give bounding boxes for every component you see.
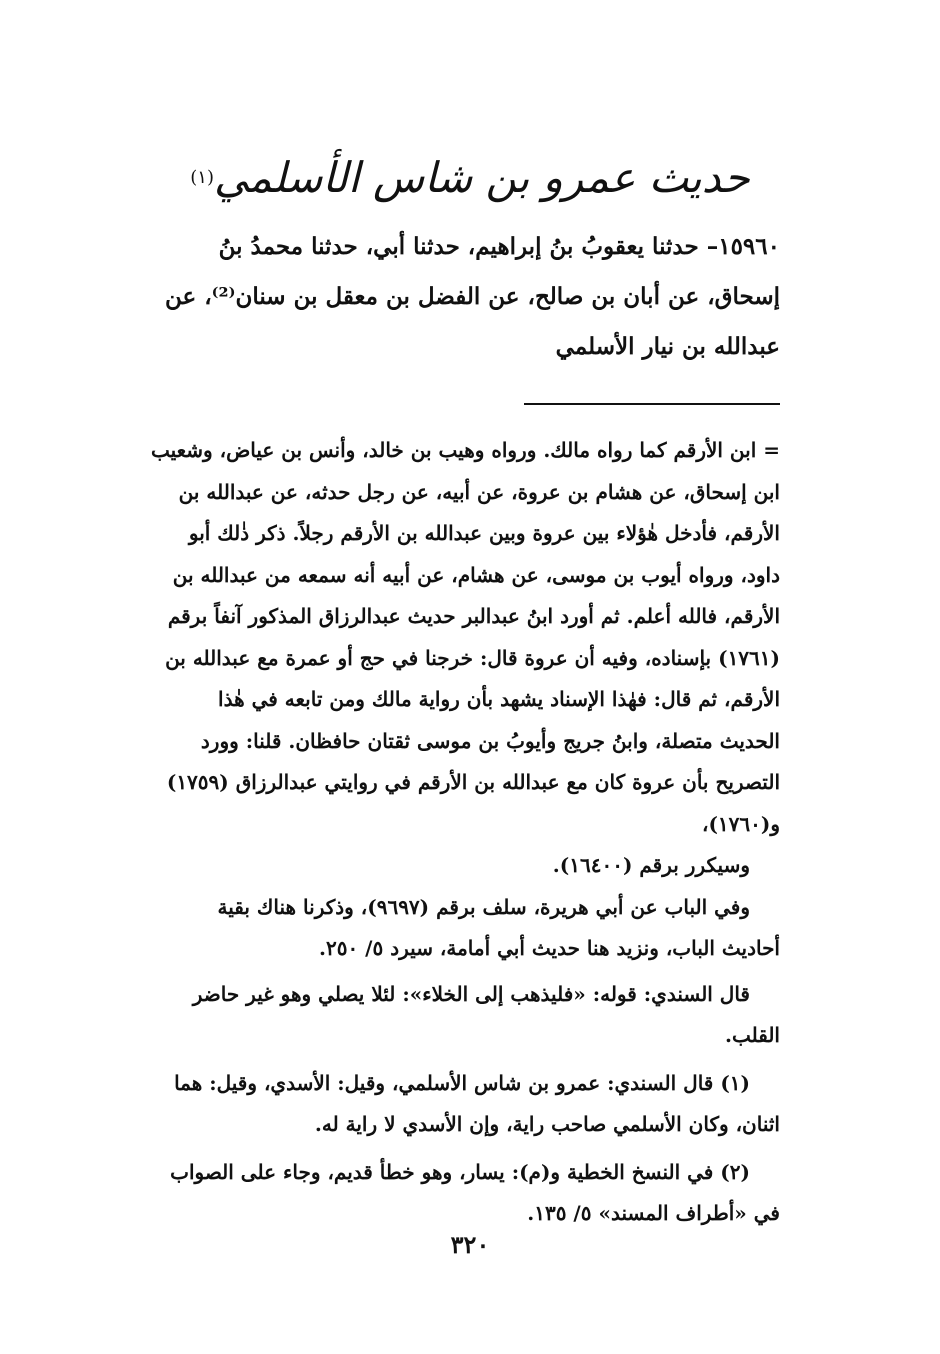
note-line: الحديث متصلة، وابنُ جريج وأيوبُ بن موسى ثقتان حافظان. قلنا: وورد xyxy=(200,728,780,753)
chapter-title-text: حديث عمرو بن شاس الأسلمي xyxy=(214,153,750,202)
note-line: اثنان، وكان الأسلمي صاحب راية، وإن الأسدي لا راية له. xyxy=(314,1112,780,1136)
footnote-marker: (١) xyxy=(190,167,214,188)
footnote-1 xyxy=(78,1063,780,1146)
footnote-divider xyxy=(524,403,780,405)
commentary-continuation xyxy=(78,430,780,845)
note-line: أحاديث الباب، ونزيد هنا حديث أبي أمامة، سيرد ٥/ ٢٥٠. xyxy=(319,936,780,960)
note-line: الأرقم، فأدخل هٰؤلاء بين عروة وبين عبدالله بن الأرقم رجلاً. ذكر ذٰلك أبو xyxy=(188,521,780,545)
note-line: في «أطراف المسند» ٥/ ١٣٥. xyxy=(527,1201,780,1225)
note-line: و(١٧٦٠)، xyxy=(701,811,780,836)
note-line: (٢) في النسخ الخطية و(م): يسار، وهو خطأ قديم، وجاء على الصواب xyxy=(170,1159,750,1184)
chapter-title xyxy=(0,148,940,208)
note-line: القلب. xyxy=(725,1023,780,1047)
note-line: داود، ورواه أيوب بن موسى، عن هشام، عن أبيه أنه سمعه من عبدالله بن xyxy=(172,562,780,587)
hadith-line: عبدالله بن نيار الأسلمي xyxy=(555,333,780,360)
note-line: = ابن الأرقم كما رواه مالك. ورواه وهيب بن خالد، وأنس بن عياض، وشعيب xyxy=(150,438,780,462)
hadith-text xyxy=(78,222,780,372)
page-number: ٣٢٠ xyxy=(450,1230,490,1259)
related-hadith-note xyxy=(78,887,780,970)
footnote-2 xyxy=(78,1152,780,1235)
note-line: (١) قال السندي: عمرو بن شاس الأسلمي، وقيل: الأسدي، وقيل: هما xyxy=(174,1070,750,1095)
note-line: الأرقم، ثم قال: فهٰذا الإسناد يشهد بأن رواية مالك ومن تابعه في هٰذا xyxy=(218,687,780,711)
note-line: الأرقم، فالله أعلم. ثم أورد ابنُ عبدالبر حديث عبدالرزاق المذكور آنفاً برقم xyxy=(167,604,780,628)
sindi-note xyxy=(78,974,780,1057)
note-line: وسيكرر برقم (١٦٤٠٠). xyxy=(552,853,750,877)
cross-reference-note xyxy=(78,845,780,887)
note-line: قال السندي: قوله: «فليذهب إلى الخلاء»: لئلا يصلي وهو غير حاضر xyxy=(192,981,750,1006)
hadith-line: إسحاق، عن أبان بن صالح، عن الفضل بن معقل بن سنان⁽²⁾، عن xyxy=(165,283,780,310)
note-line: وفي الباب عن أبي هريرة، سلف برقم (٩٦٩٧)، وذكرنا هناك بقية xyxy=(217,894,750,919)
note-line: ابن إسحاق، عن هشام بن عروة، عن أبيه، عن رجل حدثه، عن عبدالله بن xyxy=(178,479,780,504)
hadith-line: ١٥٩٦٠– حدثنا يعقوبُ بنُ إبراهيم، حدثنا أبي، حدثنا محمدُ بنُ xyxy=(218,233,780,260)
note-line: (١٧٦١) بإسناده، وفيه أن عروة قال: خرجنا في حج أو عمرة مع عبدالله بن xyxy=(165,645,780,670)
footnotes xyxy=(78,430,780,1235)
note-line: التصريح بأن عروة كان مع عبدالله بن الأرقم في روايتي عبدالرزاق (١٧٥٩) xyxy=(166,770,780,794)
